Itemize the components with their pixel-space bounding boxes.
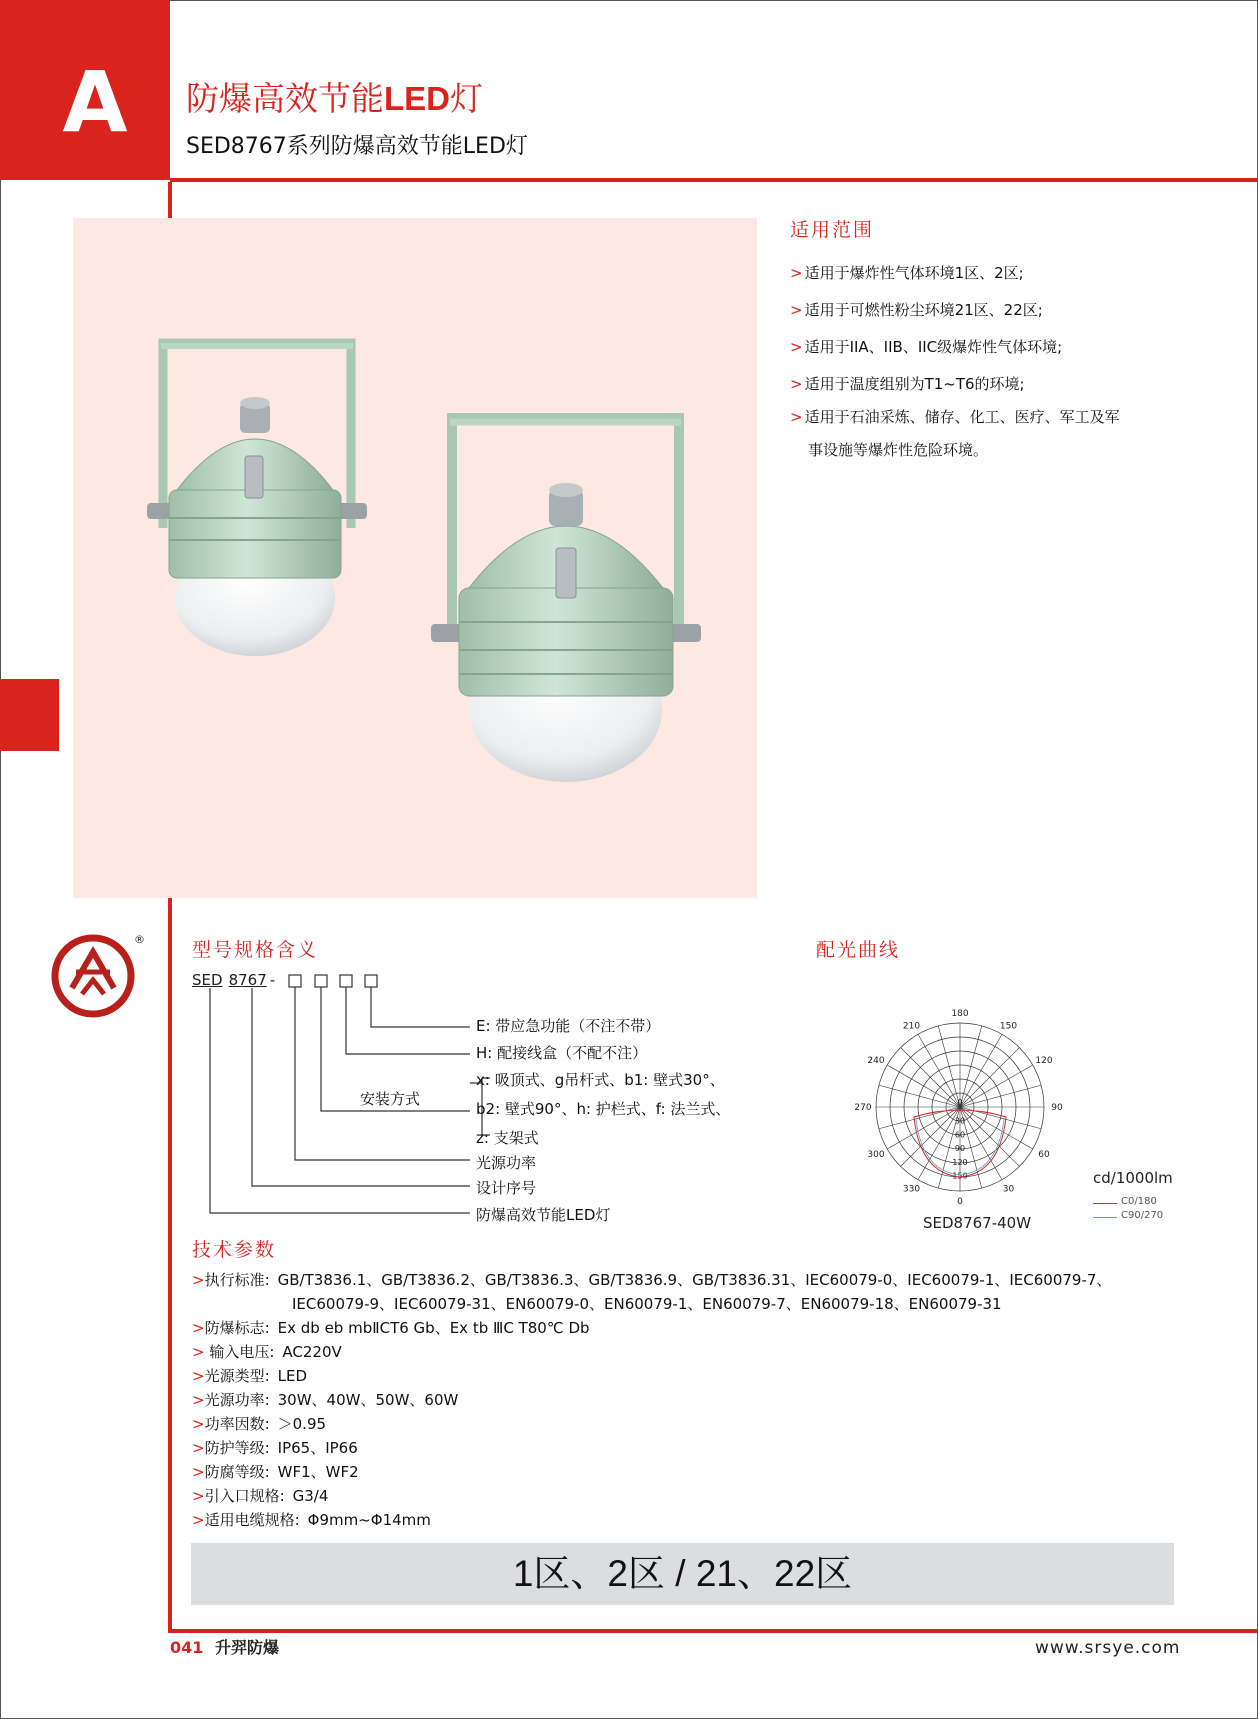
polar-angle-label: 180 [951,1009,969,1019]
header-divider [170,178,1258,182]
legend-mount-line1: x: 吸顶式、g吊杆式、b1: 壁式30°、 [476,1071,725,1089]
legend-name: 防爆高效节能LED灯 [476,1206,611,1224]
bullet-marker: > [192,1439,205,1457]
product-photo [73,218,757,898]
legend-mount-label: 安装方式 [360,1090,421,1108]
legend-swatch-c90 [1093,1217,1117,1218]
polar-spoke [918,1107,960,1180]
bullet-marker: > [192,1487,205,1505]
polar-radial-label: 30 [954,1116,966,1126]
legend-mount-line2: b2: 壁式90°、h: 护栏式、f: 法兰式、 [476,1100,731,1118]
tech-label: 引入口规格: [204,1487,285,1505]
model-tree-lines [190,970,490,1220]
legend-label-c90: C90/270 [1121,1210,1164,1221]
bullet-marker: > [192,1271,205,1289]
tech-value: 30W、40W、50W、60W [277,1391,459,1409]
polar-spoke [887,1107,960,1149]
tech-value: GB/T3836.1、GB/T3836.2、GB/T3836.3、GB/T3836.9、GB/T3836.31、IEC60079-0、IEC60079-1、IEC60079-7、 [277,1271,1112,1289]
tech-row [192,1345,342,1360]
tech-row [192,1513,431,1528]
tech-value: IP65、IP66 [277,1439,358,1457]
page-number: 041 [170,1638,204,1657]
side-marker [0,679,59,751]
footer-page [170,1640,279,1656]
polar-angle-label: 300 [867,1150,885,1160]
tech-value-continuation: IEC60079-9、IEC60079-31、EN60079-0、EN60079-1、EN60079-7、EN60079-18、EN60079-31 [292,1295,1002,1313]
polar-chart-svg [850,995,1070,1215]
model-prefix: SED [192,971,223,989]
polar-angle-label: 270 [854,1103,872,1113]
tech-value: AC220V [282,1343,342,1361]
model-dash: - [269,971,276,989]
polar-angle-label: 30 [1002,1184,1015,1195]
polar-radial-label: 60 [954,1130,966,1140]
lamp-small [147,343,367,656]
footer-url[interactable]: www.srsye.com [1035,1638,1181,1658]
bullet-marker: > [192,1343,205,1361]
polar-chart [850,995,1070,1215]
tech-label: 功率因数: [204,1415,270,1433]
tech-label: 防腐等级: [204,1463,270,1481]
vertical-rule-top [168,182,172,218]
tech-value: WF1、WF2 [277,1463,359,1481]
bullet-marker: > [192,1511,205,1529]
title-prefix: 防爆高效节能 [186,79,384,118]
registered-mark: ® [134,933,145,946]
legend-junction-box: H: 配接线盒（不配不注） [476,1044,648,1062]
tech-label: 适用电缆规格: [204,1511,300,1529]
curve-legend [1093,1197,1193,1227]
applicability-item: > 适用于爆炸性气体环境1区、2区; [790,264,1024,282]
lamp-large [431,418,701,782]
polar-angle-label: 60 [1038,1150,1050,1160]
legend-design: 设计序号 [476,1179,537,1197]
light-curve-title: 配光曲线 [816,939,901,961]
applicability-item: > 适用于可燃性粉尘环境21区、22区; [790,301,1043,319]
tech-row [192,1369,307,1384]
applicability-item: > 适用于IIA、IIB、IIC级爆炸性气体环境; [790,338,1063,356]
polar-spoke [887,1065,963,1107]
polar-angle-label: 210 [902,1021,921,1032]
bullet-marker: > [192,1367,205,1385]
tech-label: 执行标准: [204,1271,270,1289]
page-subtitle: SED8767系列防爆高效节能LED灯 [186,134,528,159]
polar-angle-label: 330 [902,1184,921,1195]
legend-swatch-c0 [1093,1203,1117,1204]
bullet-marker: > [192,1391,205,1409]
tech-label: 输入电压: [204,1343,275,1361]
polar-radial-label: 150 [952,1171,968,1181]
polar-spoke [960,1107,1002,1180]
bullet-marker: > [192,1415,205,1433]
applicability-title: 适用范围 [790,219,875,241]
applicability-item: > 适用于温度组别为T1~T6的环境; [790,375,1025,393]
tech-row [192,1417,326,1432]
legend-mount-line3: z: 支架式 [476,1129,539,1147]
polar-angle-label: 150 [999,1021,1018,1032]
polar-angle-label: 90 [1051,1103,1063,1113]
vertical-rule-bottom [168,898,172,1633]
tech-row [192,1441,358,1456]
tech-value: LED [277,1367,308,1385]
tech-row [192,1489,328,1504]
polar-spoke [960,1107,1019,1166]
tech-value: Ex db eb mbⅡCT6 Gb、Ex tb ⅢC T80℃ Db [277,1319,590,1337]
tech-row [192,1273,1111,1288]
polar-radial-label: 120 [952,1157,968,1167]
legend-label-c0: C0/180 [1121,1196,1157,1207]
legend-emergency: E: 带应急功能（不注不带） [476,1017,661,1035]
polar-angle-label: 0 [957,1197,963,1207]
section-letter: A [62,53,128,151]
legend-power: 光源功率 [476,1154,537,1172]
tech-title: 技术参数 [192,1239,277,1261]
curve-unit: cd/1000lm [1093,1169,1173,1187]
polar-spoke [901,1107,960,1166]
brand-logo [50,930,140,1020]
tech-row [192,1321,590,1336]
title-led: LED [384,80,450,117]
curve-model-label: SED8767-40W [923,1214,1032,1232]
tech-row [192,1393,458,1408]
polar-spoke [960,1048,1019,1107]
polar-spoke [901,1048,963,1107]
model-series: 8767 [228,971,267,989]
zone-banner: 1区、2区 / 21、22区 [191,1543,1174,1605]
title-suffix: 灯 [450,79,483,118]
polar-radial-label: 90 [954,1144,966,1154]
tech-label: 防护等级: [204,1439,270,1457]
model-title: 型号规格含义 [192,939,319,961]
tech-label: 光源类型: [204,1367,270,1385]
polar-spoke [918,1034,963,1107]
polar-spoke [960,1034,1002,1107]
polar-radial-label: 0 [957,1098,963,1107]
tech-value: G3/4 [292,1487,329,1505]
footer-brand: 升羿防爆 [214,1638,279,1657]
applicability-item-continuation: 事设施等爆炸性危险环境。 [808,441,989,459]
polar-spoke [960,1065,1033,1107]
tech-label: 防爆标志: [204,1319,270,1337]
polar-angle-label: 120 [1035,1056,1053,1066]
tech-value: ＞0.95 [277,1415,327,1433]
tech-label: 光源功率: [204,1391,270,1409]
bullet-marker: > [192,1319,205,1337]
tech-value: Φ9mm~Φ14mm [307,1511,431,1529]
logo-icon [50,930,140,1020]
footer-divider [168,1629,1258,1633]
tech-row [192,1465,359,1480]
applicability-item: > 适用于石油采炼、储存、化工、医疗、军工及军 [790,408,1120,426]
polar-angle-label: 240 [867,1056,885,1066]
lamp-illustration [73,218,757,898]
polar-spoke [960,1107,1033,1149]
page-title [186,79,483,118]
bullet-marker: > [192,1463,205,1481]
